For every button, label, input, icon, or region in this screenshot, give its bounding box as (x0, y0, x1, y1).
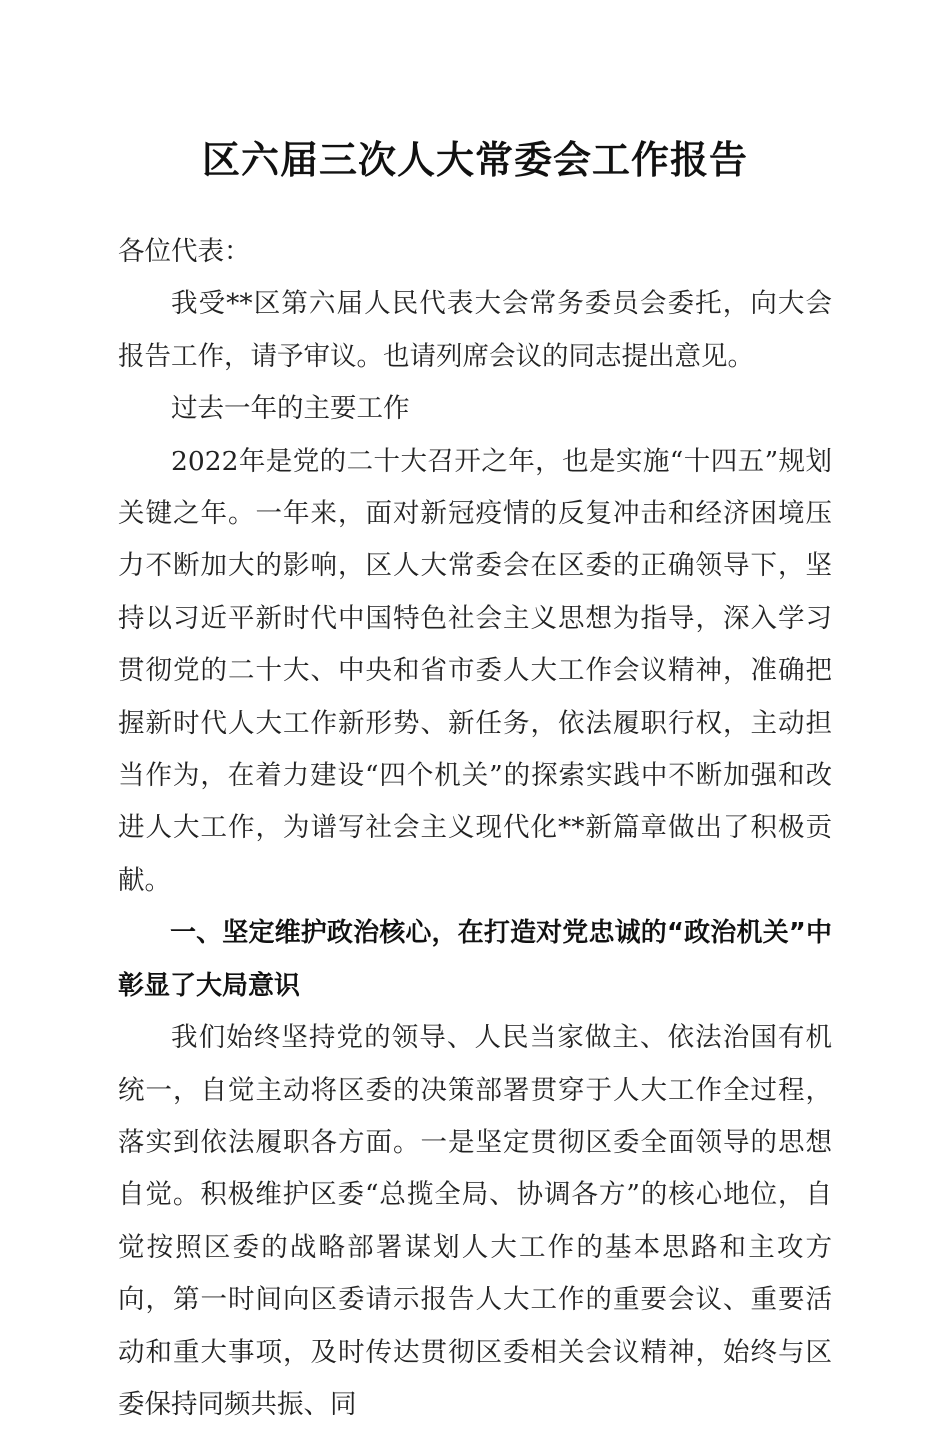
document-title: 区六届三次人大常委会工作报告 (201, 137, 748, 182)
salutation: 各位代表： (118, 236, 251, 267)
section-label: 过去一年的主要工作 (171, 393, 410, 425)
intro-paragraph: 我受**区第六届人民代表大会常务委员会委托，向大会报告工作，请予审议。也请列席会议的同志提出意见。 (118, 288, 832, 372)
document-body (118, 226, 832, 1431)
summary-paragraph: 2022年是党的二十大召开之年，也是实施“十四五”规划关键之年。一年来，面对新冠疫情的反复冲击和经济困境压力不断加大的影响，区人大常委会在区委的正确领导下，坚持以习近平新时代中国特色社会主义思想为指导，深入学习贯彻党的二十大、中央和省市委人大工作会议精神，准确把握新时代人大工作新形势、新任务，依法履职行权，主动担当作为，在着力建设“四个机关”的探索实践中不断加强和改进人大工作，为谱写社会主义现代化**新篇章做出了积极贡献。 (118, 445, 832, 896)
section-heading-1: 一、坚定维护政治核心，在打造对党忠诚的“政治机关”中彰显了大局意识 (118, 918, 832, 1001)
body-paragraph-1: 我们始终坚持党的领导、人民当家做主、依法治国有机统一，自觉主动将区委的决策部署贯穿于人大工作全过程，落实到依法履职各方面。一是坚定贯彻区委全面领导的思想自觉。积极维护区委“总揽全局、协调各方”的核心地位，自觉按照区委的战略部署谋划人大工作的基本思路和主攻方向，第一时间向区委请示报告人大工作的重要会议、重要活动和重大事项，及时传达贯彻区委相关会议精神，始终与区委保持同频共振、同 (118, 1022, 832, 1420)
